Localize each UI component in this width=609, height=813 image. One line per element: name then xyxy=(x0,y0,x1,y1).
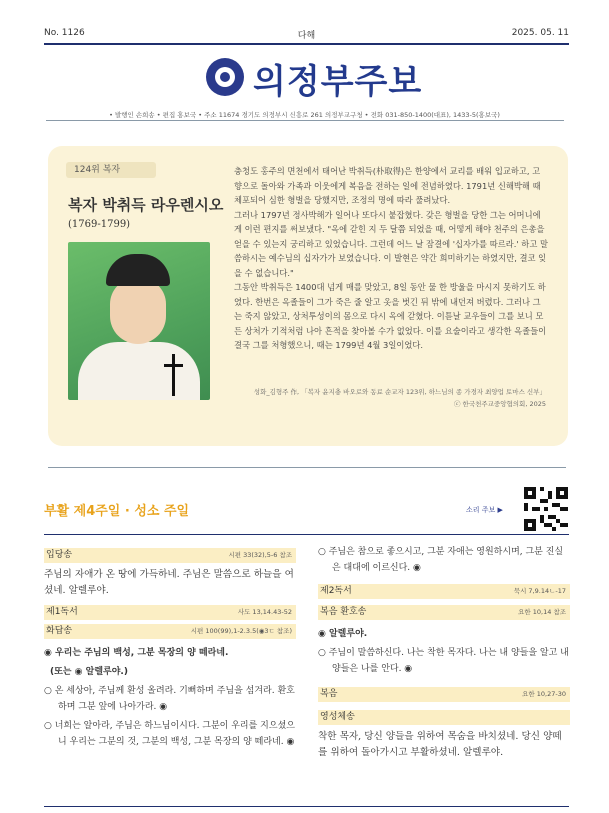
feature-tag: 124위 복자 xyxy=(66,162,156,178)
saint-portrait xyxy=(68,242,210,400)
psalm-header: 화답송 시편 100(99),1-2.3.5(◉3ㄷ 참조) xyxy=(44,624,296,639)
qr-code[interactable] xyxy=(524,487,568,531)
story-paragraph: 충청도 홍주의 면천에서 태어난 박취득(朴取得)은 한양에서 교리를 배워 입교하고, 고향으로 돌아와 가족과 이웃에게 복음을 전하는 일에 전념하였다. 1791년 신해박해 때 체포되어 심한 형벌을 당했지만, 조정의 명에 따라 풀려났다. xyxy=(234,166,541,205)
diocese-emblem-icon xyxy=(206,58,244,96)
issue-number: No. 1126 xyxy=(44,28,85,38)
acclamation-response: ◉ 알렐루야. xyxy=(318,629,368,639)
psalm-verse: ○ 너희는 알아라, 주님은 하느님이시다. 그분이 우리를 지으셨으니 우리는 그분의 것, 그분의 백성, 그분 목장의 양 떼라네. ◉ xyxy=(44,721,295,747)
psalm-response: ◉ 우리는 주님의 백성, 그분 목장의 양 떼라네. xyxy=(44,648,229,658)
saint-feature-panel xyxy=(48,146,568,446)
liturgical-year: 다해 xyxy=(297,31,316,41)
story-paragraph: 그러나 1797년 정사박해가 일어나 또다시 붙잡혔다. 갖은 형벌을 당한 그는 어머니에게 이런 편지를 써보냈다. "옥에 갇힌 지 두 달쯤 되었을 때, 어떻게 해야 천주의 은총을 얻을 수 있는지 궁리하고 있었습니다. 그런데 어느 날 잠결에 '십자가를 따르라.' 하고 말씀하시는 예수님의 십자가가 보였습니다. 이 발현은 약간 희미하기는 하였지만, 결코 잊을 수 없습니다." xyxy=(234,209,548,278)
gospel-header: 복음 요한 10,27-30 xyxy=(318,687,570,702)
communion-antiphon-header: 영성체송 xyxy=(318,710,570,725)
section-divider xyxy=(48,467,566,468)
psalm-verse: ○ 온 세상아, 주님께 환성 올려라. 기뻐하며 주님을 섬겨라. 환호하며 그분 앞에 나아가라. ◉ xyxy=(44,686,295,712)
top-rule xyxy=(44,43,569,45)
saint-years: (1769-1799) xyxy=(68,219,131,230)
liturgy-right-column xyxy=(318,544,570,767)
psalm-response-alt: (또는 ◉ 알렐루야.) xyxy=(50,667,128,677)
audio-bulletin-link[interactable]: 소리 주보 ▶ xyxy=(466,506,503,514)
first-reading-header: 제1독서 사도 13,14.43-52 xyxy=(44,605,296,620)
liturgy-title: 부활 제4주일 · 성소 주일 xyxy=(44,504,190,519)
entrance-antiphon-header: 입당송 시편 33(32),5-6 참조 xyxy=(44,548,296,563)
gospel-acclamation-header: 복음 환호송 요한 10,14 참조 xyxy=(318,605,570,620)
psalm-verse: ○ 주님은 참으로 좋으시고, 그분 자애는 영원하시며, 그분 진실은 대대에 이르신다. ◉ xyxy=(318,547,564,573)
issue-date: 2025. 05. 11 xyxy=(511,28,569,38)
second-reading-header: 제2독서 묵시 7,9.14ㄴ-17 xyxy=(318,584,570,599)
story-paragraph: 그동안 박취득은 1400대 넘게 매를 맞았고, 8일 동안 물 한 방울을 마시지 못하기도 하였다. 한번은 옥졸들이 그가 죽은 줄 알고 옷을 벗긴 뒤 밖에 내던져 버렸다. 그러나 그는 죽지 않았고, 상처투성이의 몸으로 다시 옥에 갇혔다. 이튿날 교우들이 그를 보니 모든 상처가 기적처럼 나아 흔적을 찾아볼 수가 없었다. 이를 요술이라고 생각한 옥졸들이 결국 그를 처형했으니, 때는 1799년 4월 3일이었다. xyxy=(234,282,547,350)
divider xyxy=(46,120,564,121)
saint-story xyxy=(234,164,548,353)
newsletter-title: 의정부주보 xyxy=(253,62,423,102)
publisher-info: • 발행인 손희송 • 편집 홍보국 • 주소 11674 경기도 의정부시 신흥로 261 의정부교구청 • 전화 031-850-1400(대표), 1433-5(홍보국) xyxy=(109,111,500,119)
bottom-rule xyxy=(44,806,569,807)
communion-antiphon-text: 착한 목자, 당신 양들을 위하여 목숨을 바치셨네. 당신 양떼를 위하여 돌아가시고 부활하셨네. 알렐루야. xyxy=(318,731,562,758)
issue-header xyxy=(44,28,569,42)
acclamation-verse: ○ 주님이 말씀하신다. 나는 착한 목자다. 나는 내 양들을 알고 내 양들은 나를 안다. ◉ xyxy=(318,648,569,674)
cross-icon xyxy=(172,354,175,396)
saint-name: 복자 박취득 라우렌시오 xyxy=(68,196,224,214)
entrance-antiphon-text: 주님의 자애가 온 땅에 가득하네. 주님은 말씀으로 하늘을 여셨네. 알렐루야. xyxy=(44,569,294,596)
liturgy-left-column xyxy=(44,544,296,753)
liturgy-rule xyxy=(44,534,569,535)
masthead xyxy=(0,50,609,106)
image-credit: 성화_김형주 作, 「복자 윤지충 바오로와 동료 순교자 123위, 하느님의 종 가경자 최양업 토마스 신부」 ⓒ 한국천주교중앙협의회, 2025 xyxy=(253,388,546,408)
